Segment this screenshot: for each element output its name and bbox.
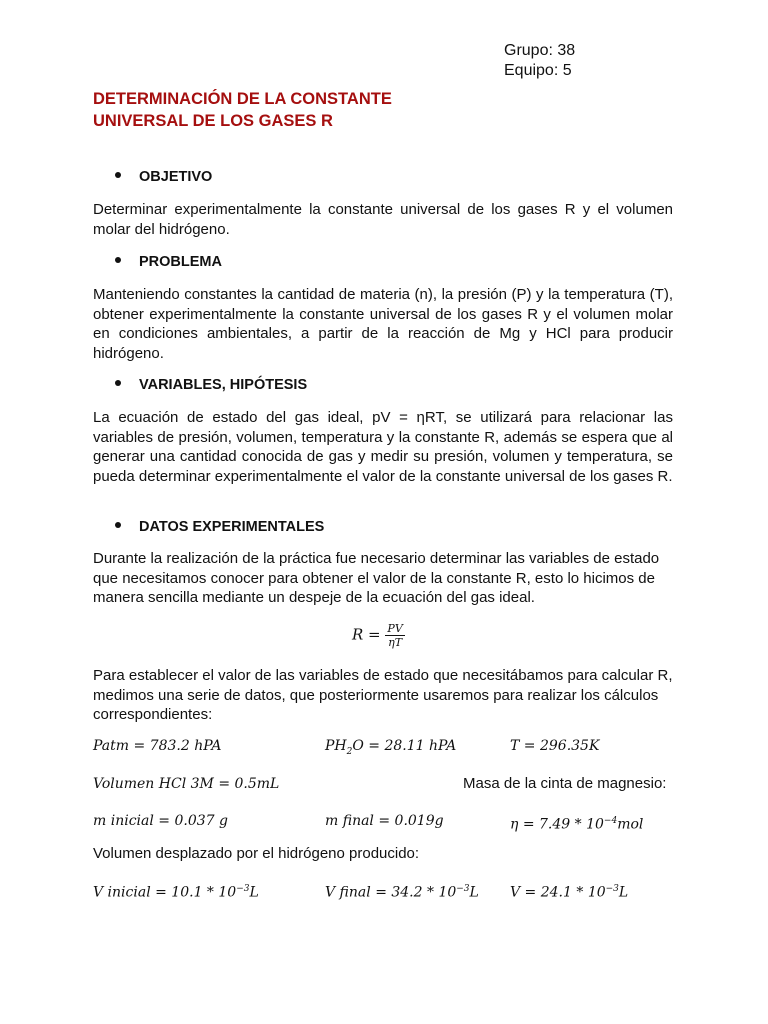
volumen-label: Volumen desplazado por el hidrógeno producido: (93, 845, 420, 862)
equation-eta: $\eta = 7.49 * 10^{-4}mol$ (510, 816, 644, 833)
equation-v-final: V final = $34.2 * 10^{-3}L$ (325, 884, 479, 901)
bullet-icon (115, 172, 121, 178)
bullet-icon (115, 257, 121, 263)
equation-temperature: T = 296.35K (510, 738, 600, 754)
equation-m-inicial: m inicial = 0.037 g (93, 813, 228, 829)
paragraph-objetivo: Determinar experimentalmente la constante universal de los gases R y el volumen molar del hidrógeno. (93, 201, 673, 238)
paragraph-variables: La ecuación de estado del gas ideal, pV = ηRT, se utilizará para relacionar las variables de presión, volumen, temperatura y la constante R, además se espera que al generar una cantidad conocida de gas y medir su presión, volumen y temperatura, se pueda determinar experimentalmente el valor de la constante universal de los gases R. (93, 409, 673, 485)
heading-variables: VARIABLES, HIPÓTESIS (115, 376, 307, 394)
paragraph-datos-2: Para establecer el valor de las variables de estado que necesitábamos para calcular R, medimos una serie de datos, que posteriormente usaremos para realizar los cálculos correspondientes: (93, 667, 673, 723)
equation-ph2o: $PH_2O = 28.11$ hPA (325, 738, 457, 757)
equation-m-final: m final = 0.019g (325, 813, 444, 829)
heading-problema: PROBLEMA (115, 253, 222, 271)
masa-label: Masa de la cinta de magnesio: (463, 775, 667, 792)
equation-fraction: $\frac{PV}{\eta T}$ (387, 622, 403, 649)
equation-v-inicial: V inicial = $10.1 * 10^{-3}L$ (93, 884, 259, 901)
equation-volumen-hcl: Volumen HCl 3M = 0.5mL (93, 776, 280, 792)
equation-v: $V = 24.1 * 10^{-3}L$ (510, 884, 629, 901)
title-line-2: UNIVERSAL DE LOS GASES R (93, 112, 333, 130)
title-line-1: DETERMINACIÓN DE LA CONSTANTE (93, 90, 392, 108)
document-title (93, 88, 392, 132)
equipo-label: Equipo: 5 (504, 62, 572, 79)
group-info (504, 41, 575, 81)
paragraph-problema: Manteniendo constantes la cantidad de materia (n), la presión (P) y la temperatura (T), obtener experimentalmente la constante universal de los gases R y el volumen molar en condiciones ambientales, a partir de la reacción de Mg y HCl para producir hidrógeno. (93, 286, 673, 362)
paragraph-datos-1: Durante la realización de la práctica fue necesario determinar las variables de estado que necesitamos conocer para obtener el valor de la constante R, esto lo hicimos de manera sencilla mediante un despeje de la ecuación del gas ideal. (93, 550, 660, 606)
heading-datos: DATOS EXPERIMENTALES (115, 518, 324, 536)
equation-r: R = $\frac{PV}{\eta T}$ (352, 622, 403, 649)
heading-objetivo: OBJETIVO (115, 168, 212, 186)
bullet-icon (115, 380, 121, 386)
bullet-icon (115, 522, 121, 528)
grupo-label: Grupo: 38 (504, 42, 576, 59)
equation-patm: Patm = 783.2 hPA (93, 738, 222, 754)
